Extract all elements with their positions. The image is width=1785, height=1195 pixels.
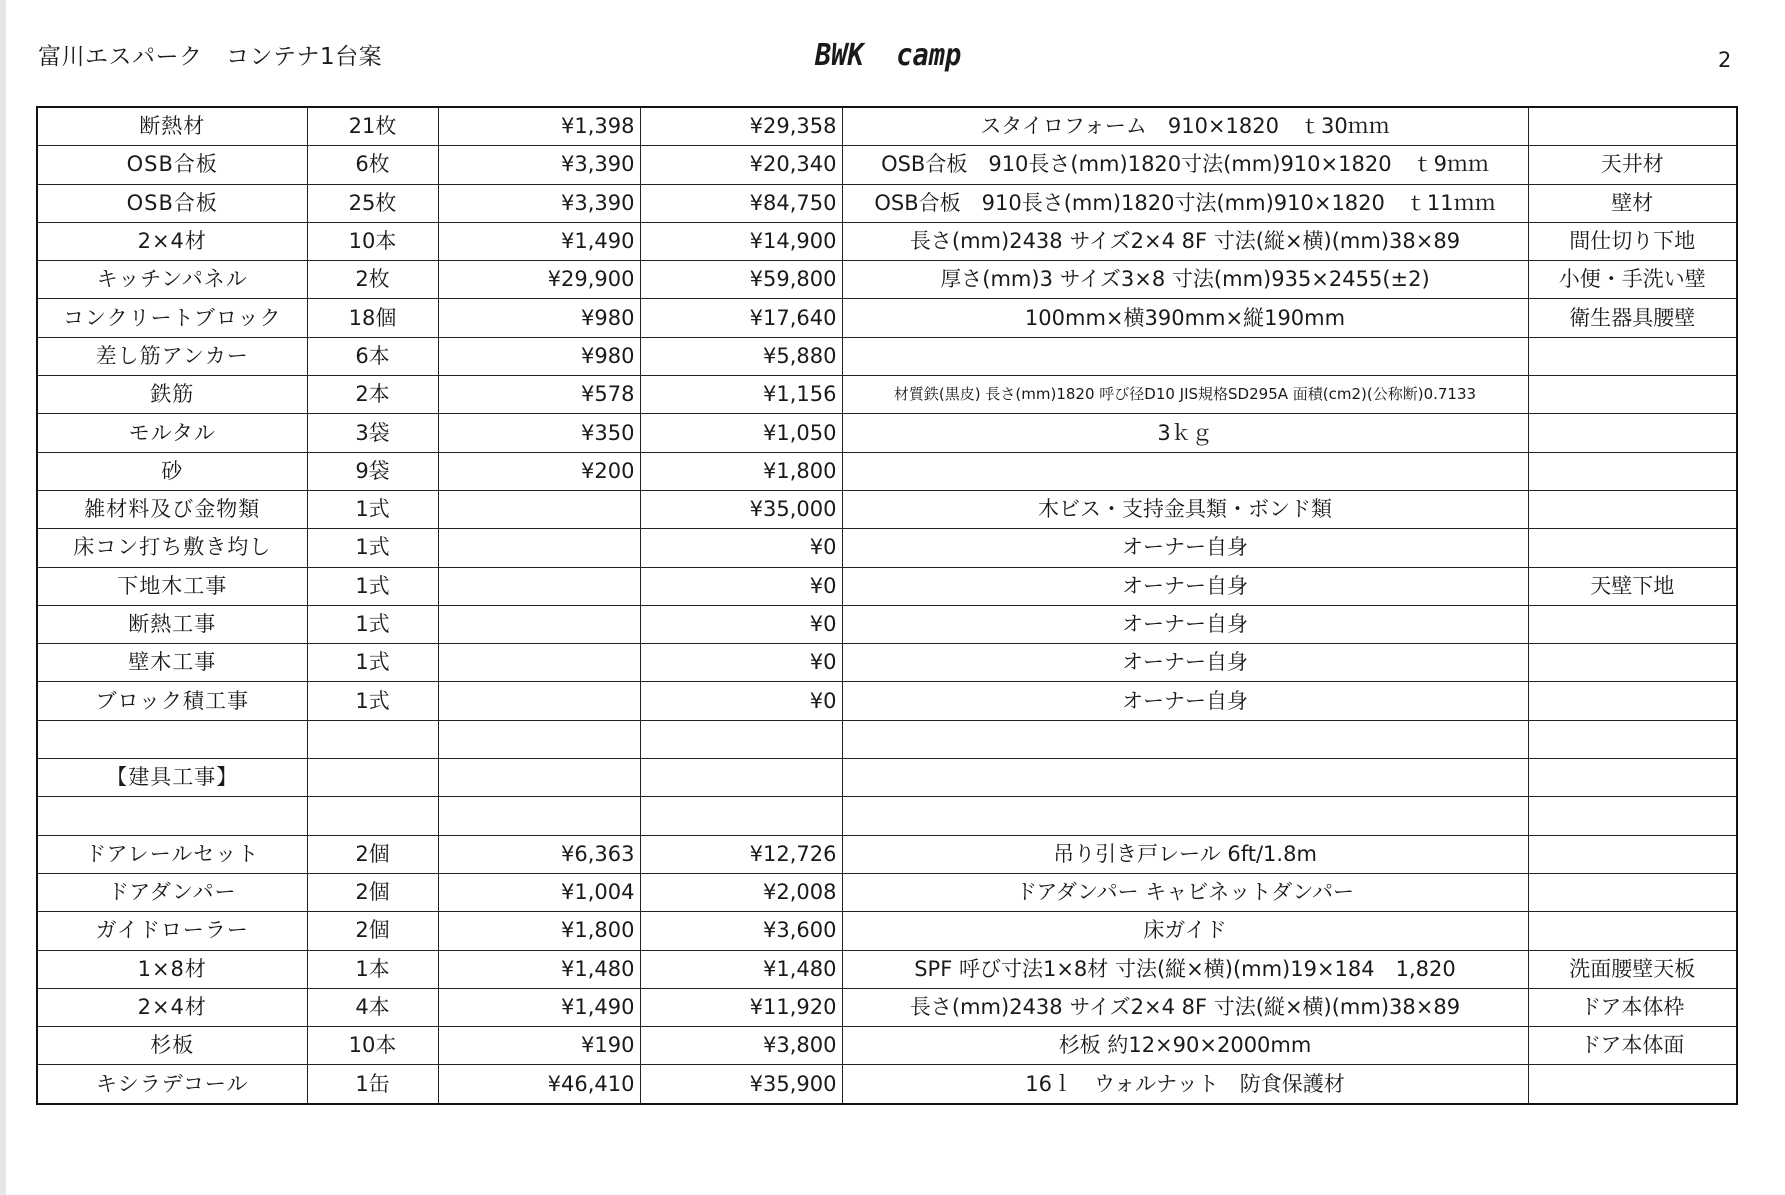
spec-cell: 木ビス・支持金具類・ボンド類 <box>842 490 1528 528</box>
quantity-cell <box>307 720 438 758</box>
unit-price-cell <box>438 720 640 758</box>
table-row <box>37 1065 1737 1104</box>
note-cell <box>1528 414 1737 452</box>
table-row <box>37 605 1737 643</box>
spec-cell <box>842 797 1528 835</box>
quantity-cell: 2個 <box>307 835 438 873</box>
company-name: BWK camp <box>815 38 962 73</box>
item-name-cell: 【建具工事】 <box>37 759 307 797</box>
page-number: 2 <box>1718 48 1732 72</box>
spec-cell <box>842 759 1528 797</box>
unit-price-cell: ¥190 <box>438 1027 640 1065</box>
quantity-cell: 2本 <box>307 376 438 414</box>
amount-cell: ¥0 <box>640 529 842 567</box>
spec-cell: オーナー自身 <box>842 567 1528 605</box>
quantity-cell: 1式 <box>307 644 438 682</box>
estimate-table <box>36 106 1738 1105</box>
note-cell <box>1528 605 1737 643</box>
unit-price-cell: ¥1,490 <box>438 222 640 260</box>
unit-price-cell: ¥200 <box>438 452 640 490</box>
item-name-cell: 鉄筋 <box>37 376 307 414</box>
quantity-cell: 4本 <box>307 988 438 1026</box>
quantity-cell: 10本 <box>307 1027 438 1065</box>
spec-cell: 材質鉄(黒皮) 長さ(mm)1820 呼び径D10 JIS規格SD295A 面積(cm2)(公称断)0.7133 <box>842 376 1528 414</box>
spec-cell: オーナー自身 <box>842 644 1528 682</box>
table-row <box>37 912 1737 950</box>
table-row <box>37 720 1737 758</box>
quantity-cell: 1式 <box>307 567 438 605</box>
amount-cell: ¥29,358 <box>640 107 842 146</box>
item-name-cell: 杉板 <box>37 1027 307 1065</box>
item-name-cell: 2×4材 <box>37 222 307 260</box>
table-row <box>37 873 1737 911</box>
amount-cell: ¥0 <box>640 605 842 643</box>
table-row <box>37 337 1737 375</box>
amount-cell: ¥14,900 <box>640 222 842 260</box>
spec-cell: 吊り引き戸レール 6ft/1.8m <box>842 835 1528 873</box>
item-name-cell: 雑材料及び金物類 <box>37 490 307 528</box>
unit-price-cell: ¥578 <box>438 376 640 414</box>
item-name-cell: ブロック積工事 <box>37 682 307 720</box>
item-name-cell: 壁木工事 <box>37 644 307 682</box>
spec-cell: OSB合板 910長さ(mm)1820寸法(mm)910×1820 ｔ11ｍｍ <box>842 184 1528 222</box>
note-cell: 天井材 <box>1528 146 1737 184</box>
amount-cell: ¥12,726 <box>640 835 842 873</box>
spec-cell <box>842 337 1528 375</box>
unit-price-cell: ¥3,390 <box>438 184 640 222</box>
table-row <box>37 835 1737 873</box>
amount-cell: ¥1,480 <box>640 950 842 988</box>
amount-cell: ¥5,880 <box>640 337 842 375</box>
unit-price-cell: ¥980 <box>438 337 640 375</box>
quantity-cell: 18個 <box>307 299 438 337</box>
table-row <box>37 529 1737 567</box>
unit-price-cell <box>438 490 640 528</box>
item-name-cell: 床コン打ち敷き均し <box>37 529 307 567</box>
note-cell <box>1528 490 1737 528</box>
spec-cell: 厚さ(mm)3 サイズ3×8 寸法(mm)935×2455(±2) <box>842 261 1528 299</box>
unit-price-cell: ¥1,800 <box>438 912 640 950</box>
note-cell <box>1528 1065 1737 1104</box>
unit-price-cell: ¥1,398 <box>438 107 640 146</box>
table-row <box>37 490 1737 528</box>
amount-cell <box>640 720 842 758</box>
amount-cell: ¥0 <box>640 682 842 720</box>
quantity-cell: 6本 <box>307 337 438 375</box>
table-row <box>37 184 1737 222</box>
unit-price-cell: ¥29,900 <box>438 261 640 299</box>
document-title: 富川エスパーク コンテナ1台案 <box>38 44 383 70</box>
spec-cell: OSB合板 910長さ(mm)1820寸法(mm)910×1820 ｔ9ｍｍ <box>842 146 1528 184</box>
spec-cell: 床ガイド <box>842 912 1528 950</box>
quantity-cell: 1缶 <box>307 1065 438 1104</box>
item-name-cell: コンクリートブロック <box>37 299 307 337</box>
note-cell <box>1528 797 1737 835</box>
note-cell <box>1528 529 1737 567</box>
unit-price-cell: ¥980 <box>438 299 640 337</box>
table-row <box>37 567 1737 605</box>
table-row <box>37 797 1737 835</box>
unit-price-cell: ¥1,490 <box>438 988 640 1026</box>
unit-price-cell: ¥46,410 <box>438 1065 640 1104</box>
item-name-cell: キッチンパネル <box>37 261 307 299</box>
amount-cell <box>640 759 842 797</box>
note-cell: 壁材 <box>1528 184 1737 222</box>
quantity-cell: 1本 <box>307 950 438 988</box>
spec-cell: 3ｋｇ <box>842 414 1528 452</box>
quantity-cell: 2個 <box>307 912 438 950</box>
note-cell <box>1528 682 1737 720</box>
unit-price-cell <box>438 567 640 605</box>
note-cell <box>1528 720 1737 758</box>
spec-cell: スタイロフォーム 910×1820 ｔ30ｍｍ <box>842 107 1528 146</box>
spec-cell <box>842 452 1528 490</box>
spec-cell <box>842 720 1528 758</box>
note-cell: 間仕切り下地 <box>1528 222 1737 260</box>
spec-cell: 杉板 約12×90×2000mm <box>842 1027 1528 1065</box>
quantity-cell: 2個 <box>307 873 438 911</box>
spec-cell: 100mm×横390mm×縦190mm <box>842 299 1528 337</box>
unit-price-cell: ¥6,363 <box>438 835 640 873</box>
item-name-cell <box>37 797 307 835</box>
quantity-cell: 1式 <box>307 605 438 643</box>
amount-cell: ¥17,640 <box>640 299 842 337</box>
unit-price-cell <box>438 797 640 835</box>
unit-price-cell: ¥350 <box>438 414 640 452</box>
quantity-cell <box>307 759 438 797</box>
quantity-cell: 1式 <box>307 529 438 567</box>
note-cell: 小便・手洗い壁 <box>1528 261 1737 299</box>
amount-cell: ¥1,050 <box>640 414 842 452</box>
table-row <box>37 682 1737 720</box>
table-row <box>37 644 1737 682</box>
amount-cell: ¥20,340 <box>640 146 842 184</box>
note-cell <box>1528 376 1737 414</box>
table-row <box>37 1027 1737 1065</box>
amount-cell <box>640 797 842 835</box>
item-name-cell <box>37 720 307 758</box>
item-name-cell: ガイドローラー <box>37 912 307 950</box>
table-row <box>37 261 1737 299</box>
estimate-table-body <box>37 107 1737 1104</box>
note-cell <box>1528 107 1737 146</box>
amount-cell: ¥0 <box>640 567 842 605</box>
table-row <box>37 452 1737 490</box>
quantity-cell: 9袋 <box>307 452 438 490</box>
note-cell: 衛生器具腰壁 <box>1528 299 1737 337</box>
item-name-cell: OSB合板 <box>37 146 307 184</box>
spec-cell: オーナー自身 <box>842 682 1528 720</box>
note-cell <box>1528 912 1737 950</box>
item-name-cell: 断熱材 <box>37 107 307 146</box>
table-row <box>37 222 1737 260</box>
unit-price-cell <box>438 529 640 567</box>
quantity-cell: 2枚 <box>307 261 438 299</box>
amount-cell: ¥35,000 <box>640 490 842 528</box>
table-row <box>37 414 1737 452</box>
amount-cell: ¥2,008 <box>640 873 842 911</box>
amount-cell: ¥1,156 <box>640 376 842 414</box>
amount-cell: ¥84,750 <box>640 184 842 222</box>
table-row <box>37 759 1737 797</box>
item-name-cell: キシラデコール <box>37 1065 307 1104</box>
amount-cell: ¥1,800 <box>640 452 842 490</box>
note-cell <box>1528 337 1737 375</box>
spec-cell: SPF 呼び寸法1×8材 寸法(縦×横)(mm)19×184 1,820 <box>842 950 1528 988</box>
note-cell: ドア本体面 <box>1528 1027 1737 1065</box>
quantity-cell: 25枚 <box>307 184 438 222</box>
unit-price-cell: ¥3,390 <box>438 146 640 184</box>
unit-price-cell <box>438 605 640 643</box>
table-row <box>37 988 1737 1026</box>
quantity-cell: 1式 <box>307 490 438 528</box>
note-cell: 天壁下地 <box>1528 567 1737 605</box>
note-cell <box>1528 644 1737 682</box>
item-name-cell: ドアレールセット <box>37 835 307 873</box>
item-name-cell: 2×4材 <box>37 988 307 1026</box>
quantity-cell <box>307 797 438 835</box>
note-cell <box>1528 452 1737 490</box>
unit-price-cell <box>438 759 640 797</box>
table-row <box>37 107 1737 146</box>
note-cell: 洗面腰壁天板 <box>1528 950 1737 988</box>
quantity-cell: 10本 <box>307 222 438 260</box>
note-cell <box>1528 835 1737 873</box>
note-cell: ドア本体枠 <box>1528 988 1737 1026</box>
spec-cell: 16ｌ ウォルナット 防食保護材 <box>842 1065 1528 1104</box>
amount-cell: ¥35,900 <box>640 1065 842 1104</box>
quantity-cell: 1式 <box>307 682 438 720</box>
spec-cell: オーナー自身 <box>842 529 1528 567</box>
item-name-cell: 差し筋アンカー <box>37 337 307 375</box>
item-name-cell: 砂 <box>37 452 307 490</box>
spec-cell: ドアダンパー キャビネットダンパー <box>842 873 1528 911</box>
item-name-cell: ドアダンパー <box>37 873 307 911</box>
item-name-cell: 断熱工事 <box>37 605 307 643</box>
unit-price-cell: ¥1,480 <box>438 950 640 988</box>
unit-price-cell: ¥1,004 <box>438 873 640 911</box>
amount-cell: ¥3,600 <box>640 912 842 950</box>
scan-page-edge <box>0 0 6 1195</box>
quantity-cell: 6枚 <box>307 146 438 184</box>
unit-price-cell <box>438 644 640 682</box>
table-row <box>37 950 1737 988</box>
item-name-cell: 下地木工事 <box>37 567 307 605</box>
unit-price-cell <box>438 682 640 720</box>
amount-cell: ¥3,800 <box>640 1027 842 1065</box>
quantity-cell: 3袋 <box>307 414 438 452</box>
item-name-cell: 1×8材 <box>37 950 307 988</box>
amount-cell: ¥59,800 <box>640 261 842 299</box>
item-name-cell: OSB合板 <box>37 184 307 222</box>
spec-cell: 長さ(mm)2438 サイズ2×4 8F 寸法(縦×横)(mm)38×89 <box>842 222 1528 260</box>
item-name-cell: モルタル <box>37 414 307 452</box>
note-cell <box>1528 873 1737 911</box>
amount-cell: ¥11,920 <box>640 988 842 1026</box>
table-row <box>37 146 1737 184</box>
table-row <box>37 376 1737 414</box>
table-row <box>37 299 1737 337</box>
amount-cell: ¥0 <box>640 644 842 682</box>
note-cell <box>1528 759 1737 797</box>
quantity-cell: 21枚 <box>307 107 438 146</box>
spec-cell: 長さ(mm)2438 サイズ2×4 8F 寸法(縦×横)(mm)38×89 <box>842 988 1528 1026</box>
spec-cell: オーナー自身 <box>842 605 1528 643</box>
